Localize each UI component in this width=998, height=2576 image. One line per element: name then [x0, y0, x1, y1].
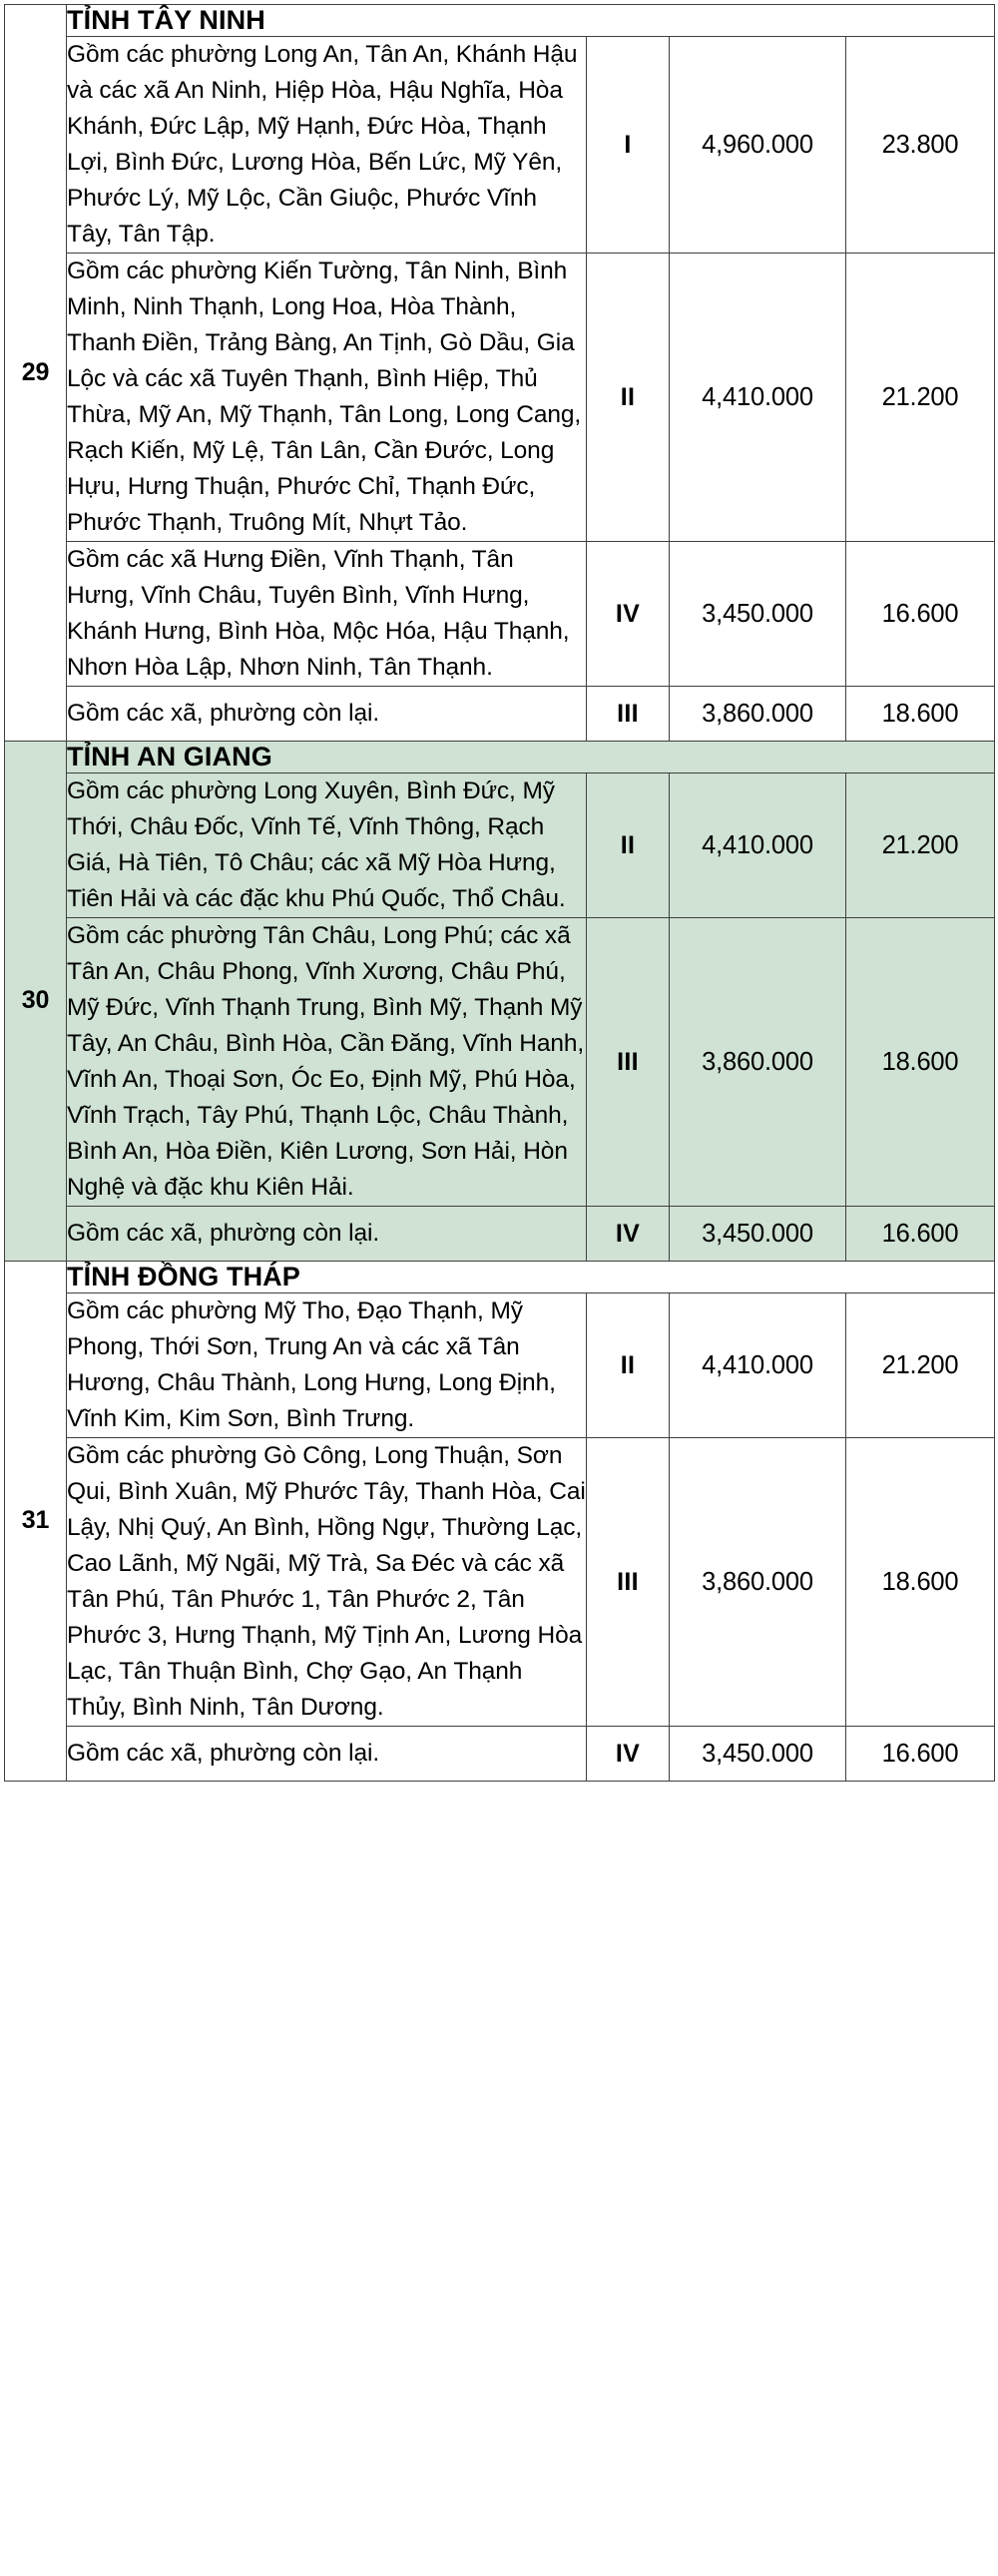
hourly-wage-cell: 23.800	[846, 37, 995, 254]
region-cell: II	[587, 254, 670, 542]
area-description-cell: Gồm các phường Long An, Tân An, Khánh Hậu và các xã An Ninh, Hiệp Hòa, Hậu Nghĩa, Hòa Khánh, Đức Lập, Mỹ Hạnh, Đức Hòa, Thạnh Lợi, Bình Đức, Lương Hòa, Bến Lức, Mỹ Yên, Phước Lý, Mỹ Lộc, Cần Giuộc, Phước Vĩnh Tây, Tân Tập.	[67, 37, 587, 254]
hourly-wage-cell: 16.600	[846, 542, 995, 687]
table-row	[5, 542, 995, 687]
region-cell: IV	[587, 542, 670, 687]
table-row	[5, 918, 995, 1207]
monthly-wage-cell: 4,410.000	[670, 1293, 846, 1438]
table-row	[5, 254, 995, 542]
area-description-cell: Gồm các phường Tân Châu, Long Phú; các xã Tân An, Châu Phong, Vĩnh Xương, Châu Phú, Mỹ Đức, Vĩnh Thạnh Trung, Bình Mỹ, Thạnh Mỹ Tây, An Châu, Bình Hòa, Cần Đăng, Vĩnh Hanh, Vĩnh An, Thoại Sơn, Óc Eo, Định Mỹ, Phú Hòa, Vĩnh Trạch, Tây Phú, Thạnh Lộc, Châu Thành, Bình An, Hòa Điền, Kiên Lương, Sơn Hải, Hòn Nghệ và đặc khu Kiên Hải.	[67, 918, 587, 1207]
monthly-wage-cell: 3,450.000	[670, 1727, 846, 1782]
area-description-cell: Gồm các phường Gò Công, Long Thuận, Sơn Qui, Bình Xuân, Mỹ Phước Tây, Thanh Hòa, Cai Lậy, Nhị Quý, An Bình, Hồng Ngự, Thường Lạc, Cao Lãnh, Mỹ Ngãi, Mỹ Trà, Sa Đéc và các xã Tân Phú, Tân Phước 1, Tân Phước 2, Tân Phước 3, Hưng Thạnh, Mỹ Tịnh An, Lương Hòa Lạc, Tân Thuận Bình, Chợ Gạo, An Thạnh Thủy, Bình Ninh, Tân Dương.	[67, 1438, 587, 1727]
province-index-cell: 31	[5, 1262, 67, 1782]
region-cell: IV	[587, 1727, 670, 1782]
province-title-row	[5, 742, 995, 773]
province-title-row	[5, 1262, 995, 1293]
province-title: TỈNH TÂY NINH	[67, 5, 995, 37]
monthly-wage-cell: 3,860.000	[670, 918, 846, 1207]
hourly-wage-cell: 21.200	[846, 254, 995, 542]
table-row	[5, 37, 995, 254]
monthly-wage-cell: 4,960.000	[670, 37, 846, 254]
table-body	[5, 5, 995, 1782]
province-title: TỈNH AN GIANG	[67, 742, 995, 773]
area-description-cell: Gồm các xã Hưng Điền, Vĩnh Thạnh, Tân Hưng, Vĩnh Châu, Tuyên Bình, Vĩnh Hưng, Khánh Hưng, Bình Hòa, Mộc Hóa, Hậu Thạnh, Nhơn Hòa Lập, Nhơn Ninh, Tân Thạnh.	[67, 542, 587, 687]
area-description-cell: Gồm các phường Mỹ Tho, Đạo Thạnh, Mỹ Phong, Thới Sơn, Trung An và các xã Tân Hương, Châu Thành, Long Hưng, Long Định, Vĩnh Kim, Kim Sơn, Bình Trưng.	[67, 1293, 587, 1438]
table-row	[5, 1727, 995, 1782]
area-description-cell: Gồm các phường Kiến Tường, Tân Ninh, Bình Minh, Ninh Thạnh, Long Hoa, Hòa Thành, Thanh Điền, Trảng Bàng, An Tịnh, Gò Dầu, Gia Lộc và các xã Tuyên Thạnh, Bình Hiệp, Thủ Thừa, Mỹ An, Mỹ Thạnh, Tân Long, Long Cang, Rạch Kiến, Mỹ Lệ, Tân Lân, Cần Đước, Long Hựu, Hưng Thuận, Phước Chỉ, Thạnh Đức, Phước Thạnh, Truông Mít, Nhựt Tảo.	[67, 254, 587, 542]
province-title-row	[5, 5, 995, 37]
minimum-wage-table	[4, 4, 995, 1782]
hourly-wage-cell: 16.600	[846, 1727, 995, 1782]
area-description-cell: Gồm các xã, phường còn lại.	[67, 687, 587, 742]
region-cell: IV	[587, 1207, 670, 1262]
table-row	[5, 1293, 995, 1438]
province-title: TỈNH ĐỒNG THÁP	[67, 1262, 995, 1293]
region-cell: III	[587, 1438, 670, 1727]
monthly-wage-cell: 3,450.000	[670, 1207, 846, 1262]
monthly-wage-cell: 4,410.000	[670, 773, 846, 918]
monthly-wage-cell: 3,860.000	[670, 687, 846, 742]
province-index-cell: 29	[5, 5, 67, 742]
hourly-wage-cell: 21.200	[846, 773, 995, 918]
table-row	[5, 1438, 995, 1727]
monthly-wage-cell: 4,410.000	[670, 254, 846, 542]
region-cell: II	[587, 1293, 670, 1438]
area-description-cell: Gồm các xã, phường còn lại.	[67, 1207, 587, 1262]
hourly-wage-cell: 18.600	[846, 1438, 995, 1727]
area-description-cell: Gồm các xã, phường còn lại.	[67, 1727, 587, 1782]
table-row	[5, 1207, 995, 1262]
province-index-cell: 30	[5, 742, 67, 1262]
monthly-wage-cell: 3,860.000	[670, 1438, 846, 1727]
region-cell: III	[587, 687, 670, 742]
hourly-wage-cell: 21.200	[846, 1293, 995, 1438]
region-cell: I	[587, 37, 670, 254]
area-description-cell: Gồm các phường Long Xuyên, Bình Đức, Mỹ Thới, Châu Đốc, Vĩnh Tế, Vĩnh Thông, Rạch Giá, Hà Tiên, Tô Châu; các xã Mỹ Hòa Hưng, Tiên Hải và các đặc khu Phú Quốc, Thổ Châu.	[67, 773, 587, 918]
hourly-wage-cell: 18.600	[846, 687, 995, 742]
monthly-wage-cell: 3,450.000	[670, 542, 846, 687]
hourly-wage-cell: 18.600	[846, 918, 995, 1207]
region-cell: III	[587, 918, 670, 1207]
region-cell: II	[587, 773, 670, 918]
table-row	[5, 773, 995, 918]
hourly-wage-cell: 16.600	[846, 1207, 995, 1262]
table-row	[5, 687, 995, 742]
